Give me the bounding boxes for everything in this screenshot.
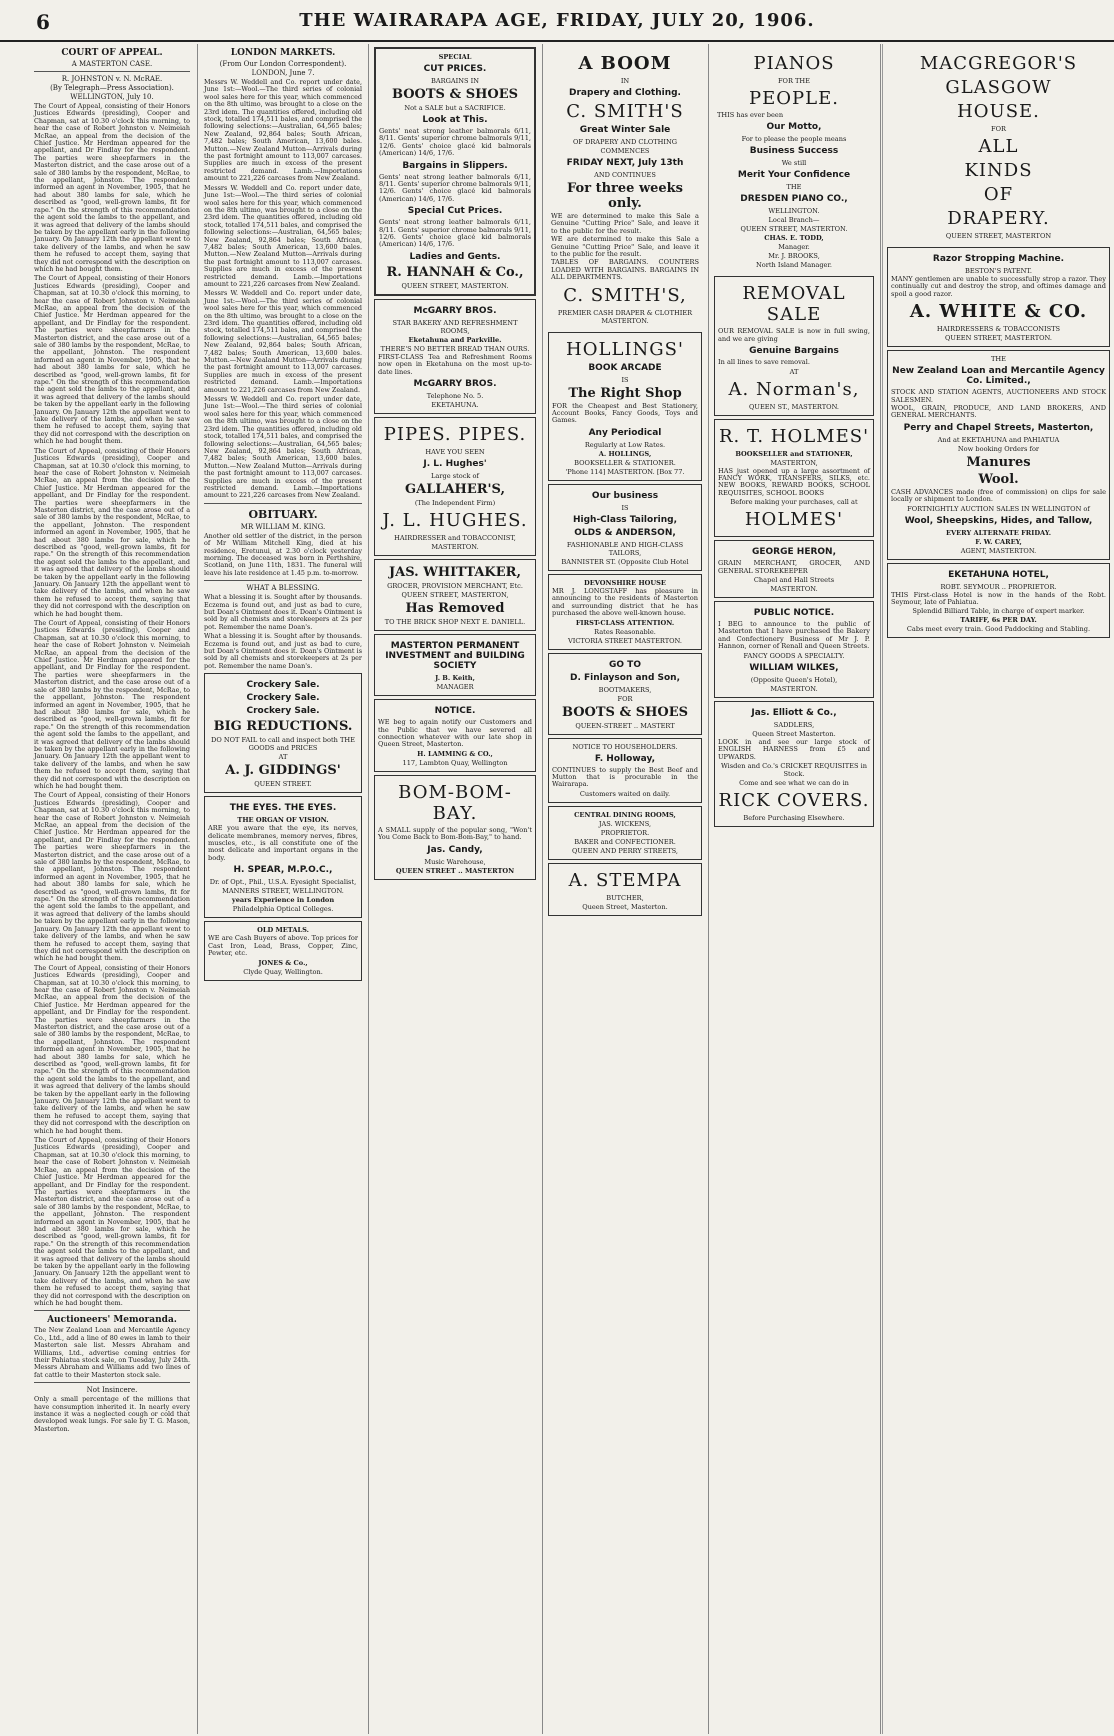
olds-ad <box>548 484 702 571</box>
slippers: Bargains in Slippers. <box>402 160 508 171</box>
crockery-line: Crockery Sale. <box>246 693 320 704</box>
carey-name: F. W. CAREY, <box>975 537 1022 546</box>
hughes-name: J. L. Hughes' <box>423 459 487 470</box>
great-sale: Great Winter Sale <box>579 125 671 135</box>
brooks-name: Mr. J. BROOKS, <box>768 252 820 261</box>
business-success: Business Success <box>749 146 839 157</box>
phone: 'Phone 114] MASTERTON. [Box 77. <box>565 467 685 476</box>
holmes-call: Before making your purchases, call at <box>730 498 858 507</box>
column-rule <box>880 44 881 1734</box>
genuine-bargains: Genuine Bargains <box>749 346 839 357</box>
article-body-filler: The Court of Appeal, consisting of their Honors Justices Edwards (presiding), Cooper and Chapman, sat at 10.30 o'clock this morning, to hear the case of Robert Johnston v. Neimeiah McRae, an appeal from the decision of the Chief Justice. Mr Herdman appeared for the appellant, and Dr Findlay for the respondent. The parties were sheepfarmers in the Masterton district, and the case arose out of a sale of 380 lambs by the respondent, McRae, to the appellant, Johnston. The respondent informed an agent in November, 1905, that he had about 380 lambs for sale, which he described as "good, well-grown lambs, fit for rape." On the strength of this recommendation the agent sold the lambs to the appellant, and it was agreed that delivery of the lambs should be taken by the appellant early in the following January. On January 12th the appellant went to take delivery of the lambs, and when he saw them he refused to accept them, saying that they did not correspond with the description on which he had bought them. <box>34 791 190 963</box>
fancy-goods: FANCY GOODS A SPECIALTY. <box>743 651 845 660</box>
better-bread: THERE'S NO BETTER BREAD THAN OURS. <box>380 344 530 353</box>
wilkes-ad <box>714 601 874 698</box>
before-purchasing: Before Purchasing Elsewhere. <box>743 813 845 822</box>
carey-agent: AGENT, MASTERTON. <box>960 546 1037 555</box>
hughes-big: J. L. HUGHES. <box>382 510 528 532</box>
elliott-ad <box>714 701 874 827</box>
bargains-in: BARGAINS IN <box>431 77 479 85</box>
jones-ad <box>204 921 362 980</box>
giddings-ad <box>204 673 362 793</box>
philadelphia: Philadelphia Optical Colleges. <box>232 905 334 914</box>
macgregor-address: QUEEN STREET, MASTERTON <box>945 232 1052 240</box>
wool: Wool. <box>978 471 1019 487</box>
column-court-of-appeal <box>30 44 194 1734</box>
notice-body: WE beg to again notify our Customers and the Public that we have severed all connection whatever with our late shop in Queen Street, Masterton. <box>378 718 532 749</box>
holmes-2: HOLMES' <box>744 509 844 531</box>
butcher: BUTCHER, <box>606 893 644 902</box>
has-removed: Has Removed <box>405 601 505 617</box>
bannister: BANNISTER ST. (Opposite Club Hotel <box>561 557 689 566</box>
of-drapery: OF DRAPERY AND CLOTHING <box>572 138 678 146</box>
auctioneers-heading: Auctioneers' Memoranda. <box>47 1315 177 1326</box>
macgregors: MACGREGOR'S <box>919 53 1078 74</box>
at-label: AT <box>789 367 799 376</box>
confidence: Merit Your Confidence <box>737 170 851 181</box>
wisden: Wisden and Co.'s CRICKET REQUISITES in Stock. <box>721 761 867 778</box>
jones-address: Clyde Quay, Wellington. <box>243 967 323 976</box>
giddings-address: QUEEN STREET. <box>254 780 312 789</box>
queen-perry: QUEEN AND PERRY STREETS, <box>571 846 679 855</box>
go-to: GO TO <box>609 659 641 670</box>
house: HOUSE. <box>957 101 1040 122</box>
razor-body: MANY gentlemen are unable to successfully strop a razor. They continually cut and destroy the strop, and oftimes damage and spoil a good razor. <box>891 275 1106 298</box>
eketahuna-hotel-ad <box>887 563 1110 639</box>
eketahuna: Eketahuna and Parkville. <box>408 335 502 344</box>
article-subheading: (From Our London Correspondent). <box>219 60 347 68</box>
crockery-line: Crockery Sale. <box>246 706 320 717</box>
dateline: LONDON, June 7. <box>251 69 315 77</box>
norman-address: QUEEN ST., MASTERTON. <box>748 402 840 411</box>
notice-heading: Not Insincere. <box>86 1386 138 1395</box>
public-notice: PUBLIC NOTICE. <box>753 608 835 619</box>
premier: PREMIER CASH DRAPER & CLOTHIER MASTERTON. <box>557 308 693 325</box>
blessing-body: What a blessing it is. Sought after by thousands. Eczema is found out, and just as bad to cure, but Doan's Ointment does it. Doan's Ointment is sold by all chemists and storekeepers at 2s per pot. Remember the name Doan's. <box>204 593 362 631</box>
candy-name: Jas. Candy, <box>427 844 483 855</box>
column-rule <box>197 44 198 1734</box>
column-ads-6 <box>882 44 1114 1734</box>
years-experience: years Experience in London <box>231 896 335 905</box>
obituary-heading: OBITUARY. <box>248 507 318 521</box>
devon-body: MR J. LONGSTAFF has pleasure in announcing to the residents of Masterton and surrounding district that he has purchased the above well-known house. <box>552 586 698 618</box>
hannah-address: QUEEN STREET, MASTERTON. <box>401 281 509 290</box>
crockery-line: Crockery Sale. <box>246 680 320 691</box>
heron-ad <box>714 540 874 598</box>
holmes-ad <box>714 419 874 538</box>
motto-body: THIS has ever been <box>717 111 784 119</box>
wilkes-town: MASTERTON. <box>770 684 818 693</box>
notice-body: I BEG to announce to the public of Masterton that I have purchased the Bakery and Confectionery Business of Mr J. P. Hannon, corner of Renall and Queen Streets. <box>718 620 870 651</box>
friday-next: FRIDAY NEXT, July 13th <box>566 158 684 168</box>
manager: MANAGER <box>436 683 474 692</box>
page-number: 6 <box>36 10 50 34</box>
removal-body: OUR REMOVAL SALE is now in full swing, and we are giving <box>718 327 870 343</box>
hotel-body: THIS First-class Hotel is now in the hands of the Robt. Seymour, late of Pahiatua. <box>891 590 1106 607</box>
in-label: IN <box>620 77 630 85</box>
macgregor-ad <box>887 47 1110 244</box>
gallaher: GALLAHER'S, <box>405 482 505 498</box>
the-label: THE <box>786 183 802 192</box>
commences: COMMENCES <box>600 147 650 155</box>
wilkes-name: WILLIAM WILKES, <box>749 662 839 673</box>
holloway-body: CONTINUES to supply the Best Beef and Mutton that is procurable in the Wairarapa. <box>552 765 698 789</box>
metals-body: WE are Cash Buyers of above. Top prices for Cast Iron, Lead, Brass, Copper, Zinc, Pewter, etc. <box>208 934 358 958</box>
notice-body: Only a small percentage of the millions that have consumption inherited it. In nearly every instance it was a neglected cough or cold that developed weak lungs. For sale by T. G. Mason, Masterton. <box>34 1395 190 1433</box>
whittaker-ad <box>374 559 536 631</box>
wool-sheepskins: Wool, Sheepskins, Hides, and Tallow, <box>904 515 1093 526</box>
permanent-name: MASTERTON PERMANENT INVESTMENT and BUILDING SOCIETY <box>385 641 525 672</box>
our-motto: Our Motto, <box>766 122 822 133</box>
holmes-name: R. T. HOLMES' <box>718 425 870 447</box>
elliott-address: Queen Street Masterton. <box>752 729 836 738</box>
wellington: WELLINGTON. <box>768 207 820 216</box>
bombay-body: A SMALL supply of the popular song, "Won't You Come Back to Bom-Bom-Bay," to hand. <box>378 825 532 842</box>
people: PEOPLE. <box>749 88 839 109</box>
sale-body: WE are determined to make this Sale a Genuine "Cutting Price" Sale, and leave it to the public for the result. <box>551 212 699 235</box>
elliott-name: Jas. Elliott & Co., <box>751 707 837 718</box>
first-class: FIRST-CLASS ATTENTION. <box>575 618 675 627</box>
smith-ad <box>548 47 702 329</box>
hughes-town: MASTERTON. <box>431 543 479 552</box>
drapery-clothing: Drapery and Clothing. <box>569 88 681 98</box>
eyes-heading: THE EYES. THE EYES. <box>229 803 337 814</box>
column-ads-5 <box>710 44 878 1734</box>
blessing-body-filler: What a blessing it is. Sought after by thousands. Eczema is found out, and just as bad to cure, but Doan's Ointment does it. Doan's Ointment is sold by all chemists and storekeepers at 2s per pot. Remember the name Doan's. <box>204 632 362 670</box>
razor: Razor Stropping Machine. <box>932 254 1065 264</box>
wickens-ad <box>548 806 702 860</box>
white-name: A. WHITE & CO. <box>909 301 1088 323</box>
book-arcade: BOOK ARCADE <box>588 362 662 373</box>
column-rule <box>368 44 369 1734</box>
bookseller: BOOKSELLER & STATIONER. <box>574 458 676 467</box>
every-friday: EVERY ALTERNATE FRIDAY. <box>946 528 1051 537</box>
customers: Customers waited on daily. <box>579 789 671 798</box>
holmes-town: MASTERTON, <box>770 458 818 467</box>
mcgarry-ad <box>374 299 536 414</box>
newspaper-title: THE WAIRARAPA AGE, FRIDAY, JULY 20, 1906. <box>299 9 815 31</box>
hollings: HOLLINGS' <box>566 338 684 360</box>
dresden-address: QUEEN STREET, MASTERTON. <box>740 225 848 234</box>
article-body-filler: The Court of Appeal, consisting of their Honors Justices Edwards (presiding), Cooper and Chapman, sat at 10.30 o'clock this morning, to hear the case of Robert Johnston v. Neimeiah McRae, an appeal from the decision of the Chief Justice. Mr Herdman appeared for the appellant, and Dr Findlay for the respondent. The parties were sheepfarmers in the Masterton district, and the case arose out of a sale of 380 lambs by the respondent, McRae, to the appellant, Johnston. The respondent informed an agent in November, 1905, that he had about 380 lambs for sale, which he described as "good, well-grown lambs, fit for rape." On the strength of this recommendation the agent sold the lambs to the appellant, and it was agreed that delivery of the lambs should be taken by the appellant early in the following January. On January 12th the appellant went to take delivery of the lambs, and when he saw them he refused to accept them, saying that they did not correspond with the description on which he had bought them. <box>34 619 190 790</box>
of: OF <box>983 184 1014 205</box>
spear-name: H. SPEAR, M.P.O.C., <box>233 865 333 876</box>
wickens-name: JAS. WICKENS, <box>598 819 652 828</box>
obituary-body: Another old settler of the district, in the person of Mr William Mitchell King, died at his residence, Eretunui, at 2.30 o'clock yesterday morning. The deceased was born in Perthshire, Scotland, on June 11th, 1831. The funeral will leave his late residence at 1.45 p.m. to-morrow. <box>204 531 362 577</box>
boots-items-filler: Gents' neat strong leather balmorals 6/11, 8/11. Gents' superior chrome balmorals 9/11, 12/6. Gents' choice glacé kid balmorals (American) 14/6, 17/6. <box>379 218 531 249</box>
local-branch: Local Branch— <box>768 216 820 225</box>
hannah-ad <box>374 47 536 296</box>
holloway-name: F. Holloway, <box>594 753 656 764</box>
nzloan-name: New Zealand Loan and Mercantile Agency Co. Limited., <box>892 366 1105 387</box>
stempa-name: A. STEMPA <box>568 869 682 891</box>
bootmakers: BOOTMAKERS, <box>598 685 652 694</box>
chapel: Chapel and Hall Streets <box>753 576 835 585</box>
special-label: SPECIAL <box>438 53 472 61</box>
and-at: And at EKETAHUNA and PAHIATUA <box>937 435 1060 444</box>
heron-town: MASTERTON. <box>770 585 818 594</box>
cabs: Cabs meet every train. Good Paddocking and Stabling. <box>906 625 1091 634</box>
article-subheading: A MASTERTON CASE. <box>71 60 153 68</box>
giddings-name: A. J. GIDDINGS' <box>225 763 341 779</box>
central: CENTRAL DINING ROOMS, <box>574 810 676 819</box>
holloway-ad <box>548 738 702 803</box>
hollings-ad <box>548 332 702 481</box>
article-body: The Court of Appeal, consisting of their Honors Justices Edwards (presiding), Cooper and Chapman, sat at 10.30 o'clock this morning, to hear the case of Robert Johnston v. Neimeiah McRae, an appeal from the decision of the Chief Justice. Mr Herdman appeared for the appellant, and Dr Findlay for the respondent. The parties were sheepfarmers in the Masterton district, and the case arose out of a sale of 380 lambs by the respondent, McRae, to the appellant, Johnston. The respondent informed an agent in November, 1905, that he had about 380 lambs for sale, which he described as "good, well-grown lambs, fit for rape." On the strength of this recommendation the agent sold the lambs to the appellant, and it was agreed that delivery of the lambs should be taken by the appellant early in the following January. On January 12th the appellant went to take delivery of the lambs, and when he saw them he refused to accept them, saying that they did not correspond with the description on which he had bought them. <box>34 102 190 273</box>
boots-shoes: BOOTS & SHOES <box>391 87 519 102</box>
article-body-filler: Messrs W. Weddell and Co. report under date, June 1st:—Wool.—The third series of colonial wool sales here for this year, which commenced on the 8th ultimo, was brought to a close on the 23rd idem. The quantities offered, including old stock, totalled 174,511 bales, and comprised the following selections:—Australian, 64,565 bales; New Zealand, 92,864 bales; South African, 7,482 bales; South American, 13,600 bales. Mutton.—New Zealand Mutton—Arrivals during the past fortnight amount to 113,007 carcases. Supplies are much in excess of the present restricted demand. Lamb.—Importations amount to 221,226 carcases from New Zealand. <box>204 395 362 500</box>
tariff: TARIFF, 6s PER DAY. <box>960 616 1037 625</box>
three-weeks: For three weeks only. <box>567 181 683 211</box>
mcgarry-sub: STAR BAKERY AND REFRESHMENT ROOMS, <box>392 318 518 335</box>
stempa-address: Queen Street, Masterton. <box>582 902 668 911</box>
telephone: Telephone No. 5. <box>426 392 484 401</box>
column-rule <box>708 44 709 1734</box>
continues: AND CONTINUES <box>594 171 656 179</box>
spear-address: MANNERS STREET, WELLINGTON. <box>222 887 344 896</box>
is-label: IS <box>621 375 629 384</box>
manures: Manures <box>966 454 1031 470</box>
pipes: PIPES. PIPES. <box>383 424 527 446</box>
independent: (The Independent Firm) <box>414 499 496 508</box>
holmes-sub: BOOKSELLER and STATIONER, <box>735 449 853 458</box>
wool-body: CASH ADVANCES made (free of commission) on clips for sale locally or shipment to London. <box>891 487 1106 504</box>
hollings-name: A. HOLLINGS, <box>598 449 652 458</box>
billiard: Splendid Billiard Table, in charge of expert marker. <box>912 607 1085 616</box>
smiths-2: C. SMITH'S, <box>563 284 687 306</box>
rates: Rates Reasonable. <box>594 627 656 636</box>
old-metals: OLD METALS. <box>257 926 309 935</box>
organ-heading: THE ORGAN OF VISION. <box>237 816 329 825</box>
baker: BAKER and CONFECTIONER. <box>574 837 676 846</box>
the-label: THE <box>991 355 1006 364</box>
keith-name: J. B. Keith, <box>435 674 475 683</box>
smiths: C. SMITH'S <box>566 101 684 122</box>
beston: BESTON'S PATENT. <box>965 267 1032 275</box>
genuine-body: In all lines to save removal. <box>718 358 810 367</box>
for-the: FOR THE <box>777 77 810 85</box>
olds-name: OLDS & ANDERSON, <box>574 527 676 538</box>
removed-body: TO THE BRICK SHOP NEXT E. DANIELL. <box>384 618 526 627</box>
article-body-filler: The Court of Appeal, consisting of their Honors Justices Edwards (presiding), Cooper and Chapman, sat at 10.30 o'clock this morning, to hear the case of Robert Johnston v. Neimeiah McRae, an appeal from the decision of the Chief Justice. Mr Herdman appeared for the appellant, and Dr Findlay for the respondent. The parties were sheepfarmers in the Masterton district, and the case arose out of a sale of 380 lambs by the respondent, McRae, to the appellant, Johnston. The respondent informed an agent in November, 1905, that he had about 380 lambs for sale, which he described as "good, well-grown lambs, fit for rape." On the strength of this recommendation the agent sold the lambs to the appellant, and it was agreed that delivery of the lambs should be taken by the appellant early in the following January. On January 12th the appellant went to take delivery of the lambs, and when he saw them he refused to accept them, saying that they did not correspond with the description on which he had bought them. <box>34 274 190 446</box>
please: For to please the people means <box>741 135 847 144</box>
cut-prices-2: Special Cut Prices. <box>407 206 503 217</box>
regularly: Regularly at Low Rates. <box>584 440 666 449</box>
norman-name: A. Norman's, <box>728 378 860 400</box>
saddlers: SADDLERS, <box>773 720 815 729</box>
candy-sub: Music Warehouse, <box>424 857 486 866</box>
article-body-filler: Messrs W. Weddell and Co. report under date, June 1st:—Wool.—The third series of colonial wool sales here for this year, which commenced on the 8th ultimo, was brought to a close on the 23rd idem. The quantities offered, including old stock, totalled 174,511 bales, and comprised the following selections:—Australian, 64,565 bales; New Zealand, 92,864 bales; South African, 7,482 bales; South American, 13,600 bales. Mutton.—New Zealand Mutton—Arrivals during the past fortnight amount to 113,007 carcases. Supplies are much in excess of the present restricted demand. Lamb.—Importations amount to 221,226 carcases from New Zealand. <box>204 289 362 394</box>
whittaker-address: QUEEN STREET, MASTERTON, <box>401 591 509 600</box>
dateline: WELLINGTON, July 10. <box>70 93 154 101</box>
white-sub: HAIRDRESSERS & TOBACCONISTS <box>936 325 1061 334</box>
stock-of: Large stock of <box>431 472 479 481</box>
article-body: Messrs W. Weddell and Co. report under date, June 1st:—Wool.—The third series of colonial wool sales here for this year, which commenced on the 8th ultimo, was brought to a close on the 23rd idem. The quantities offered, including old stock, totalled 174,511 bales, and comprised the following selections:—Australian, 64,565 bales; New Zealand, 92,864 bales; South African, 7,482 bales; South American, 13,600 bales. Mutton.—New Zealand Mutton—Arrivals during the past fortnight amount to 113,007 carcases. Supplies are much in excess of the present restricted demand. Lamb.—Importations amount to 221,226 carcases from New Zealand. <box>204 78 362 183</box>
boom: A BOOM <box>578 53 672 74</box>
kinds: KINDS <box>964 160 1033 181</box>
todd-name: CHAS. E. TODD, <box>764 234 824 243</box>
seymour: ROBT. SEYMOUR .. PROPRIETOR. <box>940 582 1057 591</box>
wilkes-sub: (Opposite Queen's Hotel), <box>750 675 838 684</box>
finlayson-ad <box>548 653 702 735</box>
rick-covers: RICK COVERS. <box>718 789 870 811</box>
hannah-name: R. HANNAH & Co., <box>386 264 524 280</box>
spear-sub: Dr. of Opt., Phil., U.S.A. Eyesight Specialist, <box>209 878 357 887</box>
lamming-address: 117, Lambton Quay, Wellington <box>402 758 508 767</box>
column-ads-3 <box>370 44 540 1734</box>
norman-ad <box>714 276 874 415</box>
sale-body-filler: WE are determined to make this Sale a Genuine "Cutting Price" Sale, and leave it to the public for the result. <box>551 235 699 259</box>
for-label: FOR <box>991 125 1006 133</box>
we-still: We still <box>781 159 807 168</box>
article-body-filler: Messrs W. Weddell and Co. report under date, June 1st:—Wool.—The third series of colonial wool sales here for this year, which commenced on the 8th ultimo, was brought to a close on the 23rd idem. The quantities offered, including old stock, totalled 174,511 bales, and comprised the following selections:—Australian, 64,565 bales; New Zealand, 92,864 bales; South African, 7,482 bales; South American, 13,600 bales. Mutton.—New Zealand Mutton—Arrivals during the past fortnight amount to 113,007 carcases. Supplies are much in excess of the present restricted demand. Lamb.—Importations amount to 221,226 carcases from New Zealand. <box>204 183 362 288</box>
for-label: FOR <box>617 694 633 703</box>
elliott-body: LOOK in and see our large stock of ENGLISH HARNESS from £5 and UPWARDS. <box>718 737 870 761</box>
tables-bargains: TABLES OF BARGAINS. COUNTERS LOADED WITH BARGAINS. BARGAINS IN ALL DEPARTMENTS. <box>551 258 699 282</box>
grocer: GROCER, PROVISION MERCHANT, Etc. <box>387 582 523 591</box>
removal-sale: REMOVAL SALE <box>742 283 846 326</box>
come-see: Come and see what we can do in <box>739 778 849 787</box>
big-reductions: BIG REDUCTIONS. <box>213 719 353 735</box>
at-label: AT <box>278 753 288 762</box>
sales: FORTNIGHTLY AUCTION SALES IN WELLINGTON of <box>907 504 1090 513</box>
lamming-name: H. LAMMING & CO., <box>417 749 493 758</box>
pianos: PIANOS <box>753 53 835 74</box>
heron-name: GEORGE HERON, <box>752 547 836 558</box>
lamming-ad <box>374 699 536 772</box>
article-heading: COURT OF APPEAL. <box>61 48 163 58</box>
article-heading: LONDON MARKETS. <box>230 48 336 58</box>
holmes-body: HAS just opened up a large assortment of FANCY WORK, TRANSFERS, SILKS, etc. NEW BOOKS, REWARD BOOKS, SCHOOL REQUISITES, SCHOOL BOOKS <box>718 466 870 497</box>
masthead <box>0 0 1114 42</box>
wool-brokers: WOOL, GRAIN, PRODUCE, AND LAND BROKERS, AND GENERAL MERCHANTS. <box>891 404 1106 420</box>
mcgarry-body: FIRST-CLASS Tea and Refreshment Rooms now open in Eketahuna on the most up-to-date lines. <box>378 352 532 376</box>
byline: (By Telegraph—Press Association). <box>50 84 174 92</box>
right-body: FOR the Cheapest and Best Stationery, Account Books, Fancy Goods, Toys and Games. <box>552 401 698 425</box>
permanent-ad <box>374 634 536 696</box>
article-body-filler: The Court of Appeal, consisting of their Honors Justices Edwards (presiding), Cooper and Chapman, sat at 10.30 o'clock this morning, to hear the case of Robert Johnston v. Neimeiah McRae, an appeal from the decision of the Chief Justice. Mr Herdman appeared for the appellant, and Dr Findlay for the respondent. The parties were sheepfarmers in the Masterton district, and the case arose out of a sale of 380 lambs by the respondent, McRae, to the appellant, Johnston. The respondent informed an agent in November, 1905, that he had about 380 lambs for sale, which he described as "good, well-grown lambs, fit for rape." On the strength of this recommendation the agent sold the lambs to the appellant, and it was agreed that delivery of the lambs should be taken by the appellant early in the following January. On January 12th the appellant went to take delivery of the lambs, and when he saw them he refused to accept them, saying that they did not correspond with the description on which he had bought them. <box>34 446 190 618</box>
drapery: DRAPERY. <box>947 208 1050 229</box>
bombay: BOM-BOM-BAY. <box>398 781 512 824</box>
sacrifice: Not a SALE but a SACRIFICE. <box>404 104 506 112</box>
proprietor: PROPRIETOR. <box>600 828 650 837</box>
boots-items-filler: Gents' neat strong leather balmorals 6/11, 8/11. Gents' superior chrome balmorals 9/11, 12/6. Gents' choice glacé kid balmorals (American) 14/6, 17/6. <box>379 172 531 203</box>
obituary-subheading: MR WILLIAM M. KING. <box>240 522 326 531</box>
ladies-gents: Ladies and Gents. <box>409 251 501 262</box>
all: ALL <box>978 136 1019 157</box>
look-at-this: Look at This. <box>422 115 488 125</box>
column-rule <box>542 44 543 1734</box>
olds-sub: FASHIONABLE AND HIGH-CLASS TAILORS, <box>566 540 684 557</box>
candy-ad <box>374 775 536 880</box>
nz-body: STOCK AND STATION AGENTS, AUCTIONEERS AND STOCK SALESMEN. <box>891 388 1106 404</box>
victoria: VICTORIA STREET MASTERTON. <box>568 636 682 645</box>
right-shop: The Right Shop <box>568 385 682 401</box>
white-address: QUEEN STREET, MASTERTON. <box>945 334 1052 343</box>
stempa-ad <box>548 863 702 916</box>
queen-st: QUEEN-STREET .. MASTERT <box>575 721 675 730</box>
boots-items: Gents' neat strong leather balmorals 6/11, 8/11. Gents' superior chrome balmorals 9/11, 12/6. Gents' choice glacé kid balmorals (American) 14/6, 17/6. <box>379 127 531 158</box>
cut-prices: CUT PRICES. <box>423 64 487 74</box>
hughes-ad <box>374 417 536 556</box>
dresden-ad <box>714 47 874 273</box>
householders: NOTICE TO HOUSEHOLDERS. <box>572 742 678 751</box>
jones-name: JONES & Co., <box>258 958 308 967</box>
todd-role: Manager. <box>778 243 810 252</box>
candy-address: QUEEN STREET .. MASTERTON <box>395 866 515 875</box>
have-you-seen: HAVE YOU SEEN <box>425 448 485 457</box>
column-ads-4 <box>544 44 706 1734</box>
eyes-body: ARE you aware that the eye, its nerves, delicate membranes, memory nerves, fibres, muscles, etc., is all constitute one of the most delicate and important organs in the body. <box>208 824 358 862</box>
devonshire: DEVONSHIRE HOUSE <box>584 578 666 587</box>
mcgarry-name: McGARRY BROS. <box>413 305 497 316</box>
orders: Now booking Orders for <box>957 444 1040 453</box>
spear-ad <box>204 796 362 918</box>
heron-body: GRAIN MERCHANT, GROCER, AND GENERAL STOREKEEPER <box>718 559 870 575</box>
article-body-filler: The Court of Appeal, consisting of their Honors Justices Edwards (presiding), Cooper and Chapman, sat at 10.30 o'clock this morning, to hear the case of Robert Johnston v. Neimeiah McRae, an appeal from the decision of the Chief Justice. Mr Herdman appeared for the appellant, and Dr Findlay for the respondent. The parties were sheepfarmers in the Masterton district, and the case arose out of a sale of 380 lambs by the respondent, McRae, to the appellant, Johnston. The respondent informed an agent in November, 1905, that he had about 380 lambs for sale, which he described as "good, well-grown lambs, fit for rape." On the strength of this recommendation the agent sold the lambs to the appellant, and it was agreed that delivery of the lambs should be taken by the appellant early in the following January. On January 12th the appellant went to take delivery of the lambs, and when he saw them he refused to accept them, saying that they did not correspond with the description on which he had bought them. <box>34 1136 190 1307</box>
white-ad <box>887 247 1110 347</box>
auctioneers-body: The New Zealand Loan and Mercantile Agency Co., Ltd., add a line of 80 ewes in lamb to their Masterton sale list. Messrs Abraham and Williams, Ltd., advertise coming entries for their Pahiatua stock sale, on Tuesday, July 24th. Messrs Abraham and Williams add two lines of fat cattle to their Masterton stock sale. <box>34 1326 190 1379</box>
case-name: R. JOHNSTON v. N. McRAE. <box>61 75 163 83</box>
eketahuna-2: EKETAHUNA. <box>431 401 479 410</box>
boots-shoes-2: BOOTS & SHOES <box>561 704 689 720</box>
column-london-markets <box>200 44 366 1734</box>
whittaker-name: JAS. WHITTAKER, <box>389 565 521 581</box>
dresden-name: DRESDEN PIANO CO., <box>740 194 848 205</box>
eketahuna-hotel: EKETAHUNA HOTEL, <box>948 569 1049 580</box>
mcgarry-name-2: McGARRY BROS. <box>413 379 497 390</box>
brooks-role: North Island Manager. <box>756 261 832 270</box>
devonshire-ad <box>548 574 702 650</box>
blessing-heading: WHAT A BLESSING. <box>246 584 320 593</box>
perry-chapel: Perry and Chapel Streets, Masterton, <box>903 422 1094 433</box>
hughes-sub: HAIRDRESSER and TOBACCONIST, <box>394 534 516 543</box>
finlayson: D. Finlayson and Son, <box>569 672 681 683</box>
tailoring: High-Class Tailoring, <box>572 514 677 525</box>
our-business: Our business <box>591 490 659 501</box>
notice-heading: NOTICE. <box>434 706 476 717</box>
reductions-text: DO NOT FAIL to call and inspect both THE GOODS and PRICES <box>211 736 355 753</box>
any-periodical: Any Periodical <box>588 427 662 438</box>
article-body-filler: The Court of Appeal, consisting of their Honors Justices Edwards (presiding), Cooper and Chapman, sat at 10.30 o'clock this morning, to hear the case of Robert Johnston v. Neimeiah McRae, an appeal from the decision of the Chief Justice. Mr Herdman appeared for the appellant, and Dr Findlay for the respondent. The parties were sheepfarmers in the Masterton district, and the case arose out of a sale of 380 lambs by the respondent, McRae, to the appellant, Johnston. The respondent informed an agent in November, 1905, that he had about 380 lambs for sale, which he described as "good, well-grown lambs, fit for rape." On the strength of this recommendation the agent sold the lambs to the appellant, and it was agreed that delivery of the lambs should be taken by the appellant early in the following January. On January 12th the appellant went to take delivery of the lambs, and when he saw them he refused to accept them, saying that they did not correspond with the description on which he had bought them. <box>34 963 190 1135</box>
is-label-2: IS <box>621 503 629 512</box>
glasgow: GLASGOW <box>945 77 1052 98</box>
nzloan-ad <box>887 350 1110 559</box>
